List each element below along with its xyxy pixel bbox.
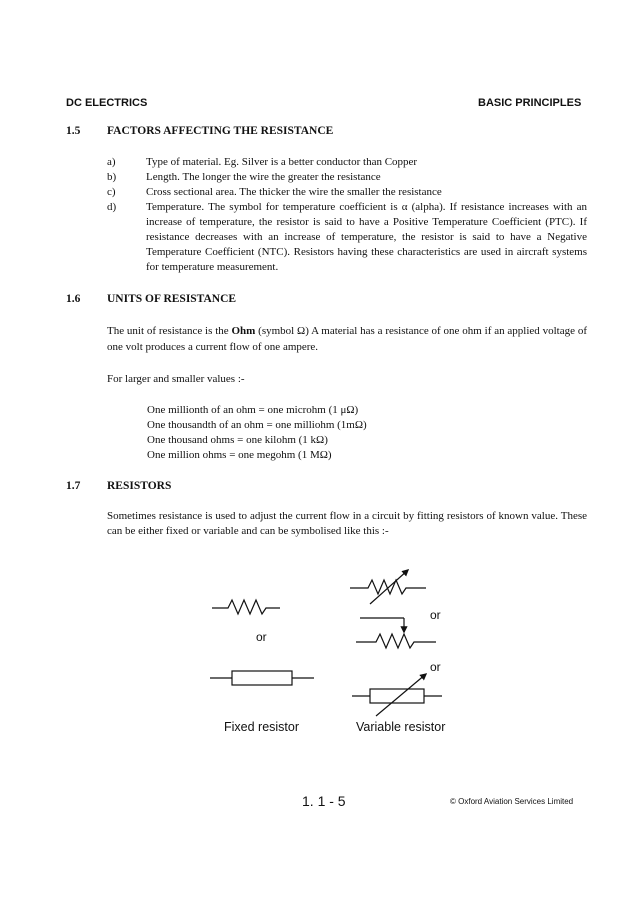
resistor-symbols-diagram [180, 562, 480, 752]
section-number-1-7: 1.7 [66, 480, 81, 492]
or-label-fixed: or [256, 630, 267, 644]
larger-smaller-text: For larger and smaller values :- [107, 373, 245, 385]
fixed-resistor-box-icon [210, 671, 314, 685]
list-text: Temperature. The symbol for temperature coefficient is α (alpha). If resistance increases with an increase of temperature, the resistor is said to have a Positive Temperature Coefficient (PTC). If resistance decreases with an increase of temperature, the resistor is said to have a Negative Temperature Coefficient (NTC). Resistors having these characteristics are used in aircraft systems for temperature measurement. [146, 201, 587, 273]
variable-resistor-box-arrow-icon [352, 674, 442, 716]
or-label-variable-2: or [430, 660, 441, 674]
header-left: DC ELECTRICS [66, 97, 148, 109]
fixed-resistor-zigzag-icon [212, 600, 280, 614]
section-number-1-6: 1.6 [66, 293, 81, 305]
units-intro-post: (symbol Ω) A material has a resistance of one ohm if an applied voltage of one volt produces a current flow of one ampere. [107, 325, 587, 353]
variable-resistor-caption: Variable resistor [356, 720, 446, 734]
list-label: b) [107, 171, 117, 183]
unit-line: One million ohms = one megohm (1 MΩ) [147, 449, 332, 461]
variable-resistor-wiper-icon [356, 618, 436, 648]
variable-resistor-zigzag-arrow-icon [350, 570, 426, 604]
fixed-resistor-caption: Fixed resistor [224, 720, 300, 734]
section-title-1-6: UNITS OF RESISTANCE [107, 293, 237, 305]
section-title-1-7: RESISTORS [107, 480, 172, 492]
copyright-text: © Oxford Aviation Services Limited [450, 797, 574, 806]
unit-line: One millionth of an ohm = one microhm (1 μΩ) [147, 404, 359, 416]
list-text: Cross sectional area. The thicker the wire the smaller the resistance [146, 186, 442, 198]
section-title-1-5: FACTORS AFFECTING THE RESISTANCE [107, 125, 334, 137]
unit-line: One thousand ohms = one kilohm (1 kΩ) [147, 434, 328, 446]
unit-line: One thousandth of an ohm = one milliohm (1mΩ) [147, 419, 367, 431]
units-intro-bold: Ohm [231, 325, 256, 337]
list-label: a) [107, 156, 116, 168]
resistors-text: Sometimes resistance is used to adjust the current flow in a circuit by fitting resistors of known value. These can be either fixed or variable and can be symbolised like this :- [107, 510, 587, 537]
section-number-1-5: 1.5 [66, 125, 81, 137]
header-right: BASIC PRINCIPLES [478, 97, 582, 109]
list-label: c) [107, 186, 116, 198]
units-intro-pre: The unit of resistance is the [107, 325, 232, 337]
list-text: Type of material. Eg. Silver is a better conductor than Copper [146, 156, 418, 168]
page-number: 1. 1 - 5 [302, 793, 346, 809]
list-text: Length. The longer the wire the greater the resistance [146, 171, 381, 183]
units-intro [107, 323, 587, 355]
or-label-variable-1: or [430, 608, 441, 622]
list-label: d) [107, 201, 117, 213]
